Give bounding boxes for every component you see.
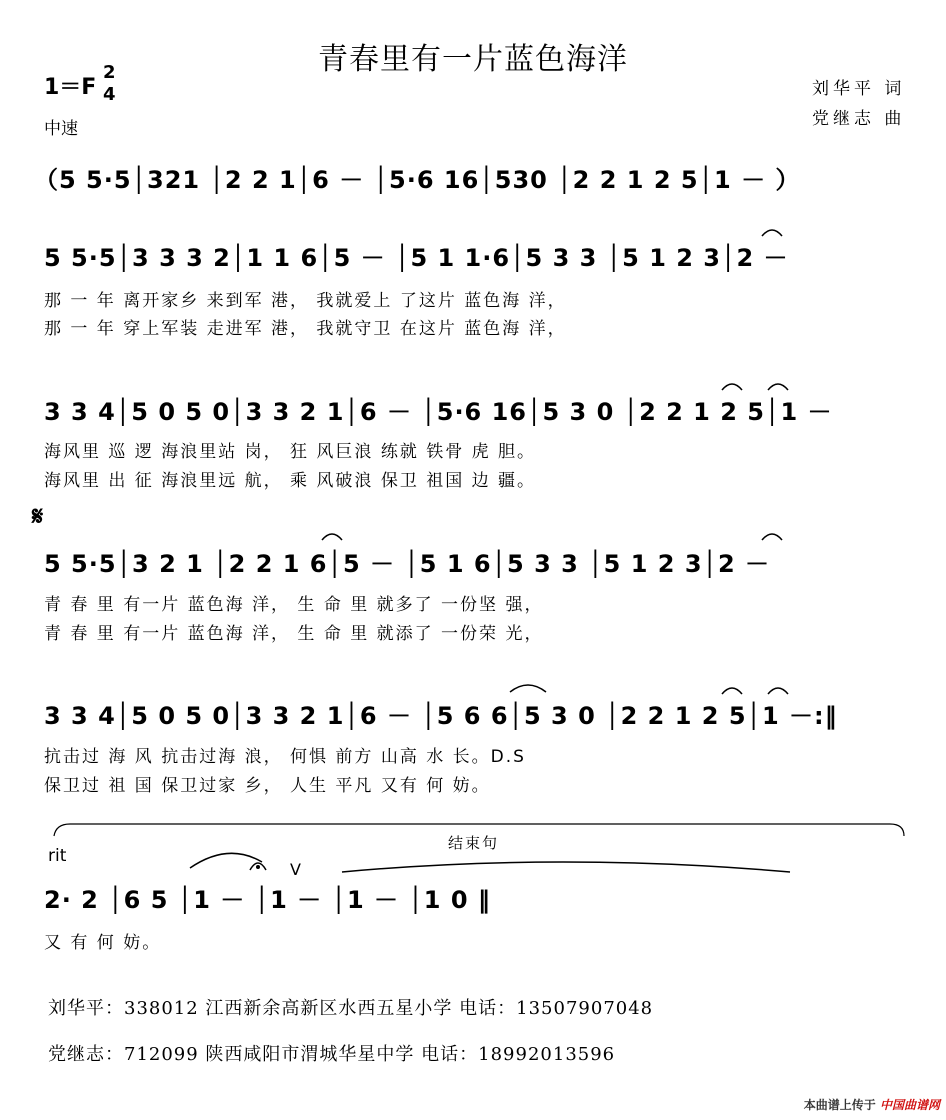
line-3-lyrics-verse-2: 青 春 里 有一片 蓝色海 洋， 生 命 里 就添了 一份荣 光， (44, 624, 544, 644)
line-4-slur (510, 685, 546, 692)
line-3-slur-2 (762, 534, 782, 540)
line-2-lyrics-verse-1: 海风里 巡 逻 海浪里站 岗， 狂 风巨浪 练就 铁骨 虎 胆。 (44, 442, 537, 462)
coda-tie (342, 862, 790, 872)
line-2-lyrics-verse-2: 海风里 出 征 海浪里远 航， 乘 风破浪 保卫 祖国 边 疆。 (44, 471, 537, 491)
coda-notes: 2· 2 │6 5 │1 － │1 － │1 － │1 0 ‖ (44, 886, 491, 914)
line-4-lyrics-verse-1: 抗击过 海 风 抗击过海 浪， 何惧 前方 山高 水 长。D.S (44, 747, 526, 767)
line-2-notes: 3 3 4│5 0 5 0│3 3 2 1│6 － │5·6 16│5 3 0 │2 2 1 2 5│1 － (44, 398, 833, 426)
line-3-slur-1 (322, 534, 342, 540)
end-phrase-label: 结束句 (448, 834, 500, 852)
fermata-dot (256, 865, 260, 869)
rit-marking: rit (48, 846, 67, 866)
watermark-prefix: 本曲谱上传于 (803, 1098, 876, 1112)
tempo-marking: 中速 (44, 119, 78, 139)
time-signature-bottom: 4 (103, 84, 116, 105)
line-2-slur-1 (722, 384, 742, 390)
composer-credit: 党继志 曲 (812, 109, 906, 129)
intro-notes: （5 5·5│321 │2 2 1│6 － │5·6 16│530 │2 2 1 2 5│1 － ） (34, 166, 801, 194)
lyricist-credit: 刘华平 词 (812, 79, 906, 99)
line-2-slur-2 (768, 384, 788, 390)
page-title: 青春里有一片蓝色海洋 (318, 42, 628, 77)
coda-lyrics: 又 有 何 妨。 (44, 933, 162, 953)
time-signature-top: 2 (103, 62, 116, 83)
segno-sign: 𝄋 (32, 502, 44, 532)
coda-slur (190, 853, 262, 868)
line-4-lyrics-verse-2: 保卫过 祖 国 保卫过家 乡， 人生 平凡 又有 何 妨。 (44, 776, 491, 796)
line-1-lyrics-verse-1: 那 一 年 离开家乡 来到军 港， 我就爱上 了这片 蓝色海 洋， (44, 291, 567, 311)
line-4-notes: 3 3 4│5 0 5 0│3 3 2 1│6 － │5 6 6│5 3 0 │2 2 1 2 5│1 －:‖ (44, 702, 838, 730)
line-1-notes: 5 5·5│3 3 3 2│1 1 6│5 － │5 1 1·6│5 3 3 │5 1 2 3│2 － (44, 244, 789, 272)
breath-mark: V (290, 860, 301, 879)
line-1-lyrics-verse-2: 那 一 年 穿上军装 走进军 港， 我就守卫 在这片 蓝色海 洋， (44, 319, 567, 339)
coda-phrase-bracket (54, 824, 904, 836)
line-4-slur-2 (722, 688, 742, 694)
footer-composer-contact: 党继志：712099 陕西咸阳市渭城华星中学 电话：18992013596 (48, 1044, 616, 1065)
watermark-site-logo: 中国曲谱网 (879, 1098, 940, 1112)
key-signature: 1＝F (44, 75, 97, 100)
footer-lyricist-contact: 刘华平：338012 江西新余高新区水西五星小学 电话：13507907048 (48, 998, 654, 1019)
line-3-lyrics-verse-1: 青 春 里 有一片 蓝色海 洋， 生 命 里 就多了 一份坚 强， (44, 595, 544, 615)
line-1-slur (762, 230, 782, 236)
line-4-slur-3 (768, 688, 788, 694)
line-3-notes: 5 5·5│3 2 1 │2 2 1 6│5 － │5 1 6│5 3 3 │5 1 2 3│2 － (44, 550, 771, 578)
